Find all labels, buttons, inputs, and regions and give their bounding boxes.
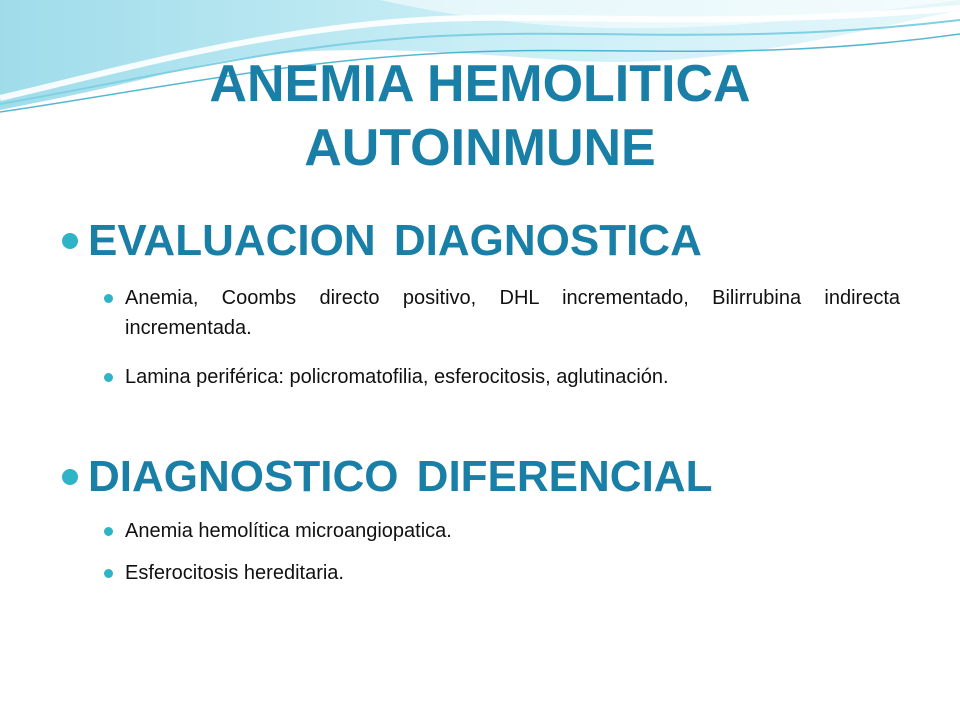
list-item-text: Esferocitosis hereditaria. [125, 562, 344, 584]
list-item [104, 558, 900, 588]
section-heading-diagnostico [62, 452, 922, 502]
bullet-icon [62, 233, 78, 249]
list-item-text: Anemia hemolítica microangiopatica. [125, 520, 452, 542]
bullet-icon [104, 294, 113, 303]
section-heading-evaluacion [62, 216, 922, 266]
list-item [104, 362, 900, 392]
title-line-2: AUTOINMUNE [304, 119, 656, 177]
bullet-icon [104, 373, 113, 382]
list-item [104, 283, 900, 343]
section-heading-text: EVALUACION DIAGNOSTICA [88, 216, 702, 265]
title-line-1: ANEMIA HEMOLITICA [209, 55, 751, 113]
list-item-text: Anemia, Coombs directo positivo, DHL incrementado, Bilirrubina indirecta incrementada. [125, 287, 900, 339]
bullet-icon [62, 469, 78, 485]
section-heading-text: DIAGNOSTICO DIFERENCIAL [88, 452, 713, 501]
slide-title [0, 52, 960, 180]
list-item [104, 516, 900, 546]
bullet-icon [104, 527, 113, 536]
list-item-text: Lamina periférica: policromatofilia, esferocitosis, aglutinación. [125, 366, 669, 388]
bullet-icon [104, 569, 113, 578]
